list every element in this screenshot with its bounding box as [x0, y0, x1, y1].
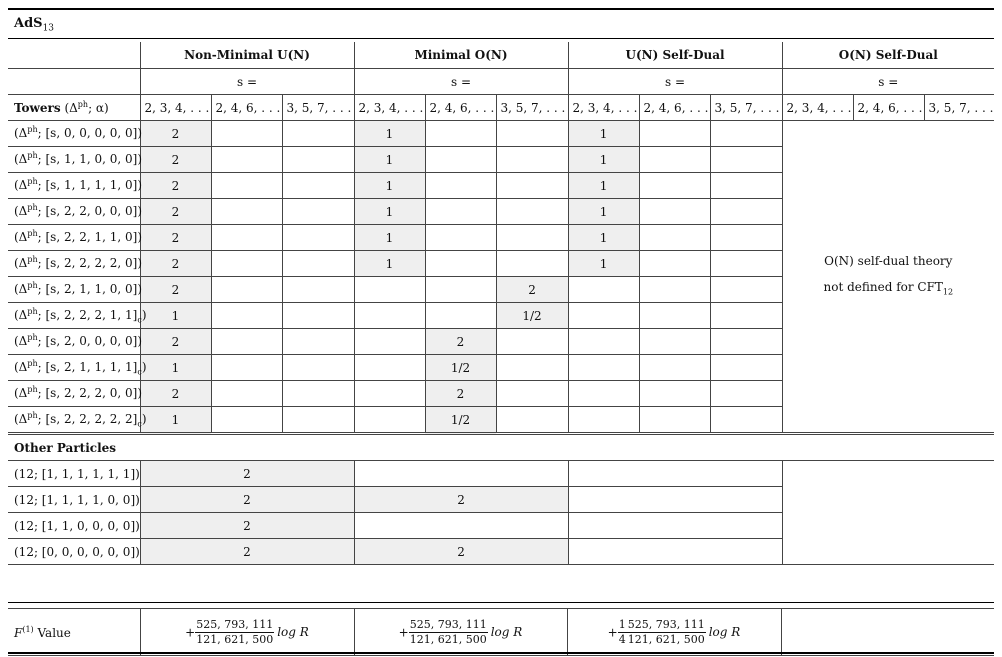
cell-mo-234: [354, 407, 425, 434]
cell-nm-357: [282, 277, 354, 303]
group-minimal-on: Minimal O(N): [354, 42, 568, 69]
tower-label: ($\Delta^{ph}$; [s, 2, 2, 2, 2, $2]_c$): [8, 407, 140, 434]
cell-usd-234: 1: [568, 199, 639, 225]
s-label-usd: s =: [568, 69, 782, 95]
cell-mo-other: [354, 461, 568, 487]
cell-usd-234: [568, 303, 639, 329]
cell-nm-234: 2: [140, 251, 211, 277]
cell-usd-246: [639, 303, 710, 329]
cell-nm-234: 2: [140, 225, 211, 251]
cell-nm-357: [282, 303, 354, 329]
cell-nm-other: 2: [140, 487, 354, 513]
cell-usd-234: 1: [568, 225, 639, 251]
cell-nm-357: [282, 407, 354, 434]
fvalue-usd: + $\frac{1}{4}$ $\frac{525, 793, 111}{121, 621, 500}$ log R: [567, 609, 781, 656]
cell-usd-other: [568, 539, 782, 565]
cell-usd-234: [568, 277, 639, 303]
cell-mo-246: [425, 251, 496, 277]
cell-usd-357: [710, 381, 782, 407]
tower-label: ($\Delta^{ph}$; [s, 0, 0, 0, 0, 0]): [8, 121, 140, 147]
cell-nm-246: [211, 199, 282, 225]
group-on-self-dual: O(N) Self-Dual: [782, 42, 994, 69]
cell-usd-357: [710, 407, 782, 434]
cell-mo-357: [496, 329, 568, 355]
spin-col-g1-c0: 2, 3, 4, . . .: [354, 95, 425, 121]
cell-usd-234: [568, 329, 639, 355]
spin-col-g1-c2: 3, 5, 7, . . .: [496, 95, 568, 121]
cell-mo-234: [354, 355, 425, 381]
s-header-row: [8, 69, 994, 95]
spin-col-g3-c1: 2, 4, 6, . . .: [853, 95, 924, 121]
cell-usd-other: [568, 461, 782, 487]
spin-col-g2-c0: 2, 3, 4, . . .: [568, 95, 639, 121]
cell-nm-246: [211, 277, 282, 303]
cell-nm-234: 2: [140, 381, 211, 407]
cell-usd-357: [710, 329, 782, 355]
spin-col-g2-c2: 3, 5, 7, . . .: [710, 95, 782, 121]
cell-usd-234: [568, 381, 639, 407]
cell-usd-246: [639, 225, 710, 251]
cell-mo-246: [425, 225, 496, 251]
cell-nm-357: [282, 329, 354, 355]
cell-usd-246: [639, 121, 710, 147]
fvalue-osd: [781, 609, 994, 656]
tower-label: ($\Delta^{ph}$; [s, 1, 1, 0, 0, 0]): [8, 147, 140, 173]
cell-nm-other: 2: [140, 513, 354, 539]
cell-nm-other: 2: [140, 461, 354, 487]
cell-mo-357: [496, 251, 568, 277]
table-row: [8, 121, 994, 147]
cell-usd-357: [710, 147, 782, 173]
cell-nm-246: [211, 381, 282, 407]
header-corner: [8, 42, 140, 69]
cell-usd-234: [568, 355, 639, 381]
table-row: [8, 461, 994, 487]
group-non-minimal-un: Non-Minimal U(N): [140, 42, 354, 69]
cell-mo-234: 1: [354, 147, 425, 173]
cell-mo-357: [496, 355, 568, 381]
spin-col-g0-c0: 2, 3, 4, . . .: [140, 95, 211, 121]
cell-mo-234: [354, 381, 425, 407]
cell-mo-234: 1: [354, 225, 425, 251]
cell-nm-234: 2: [140, 199, 211, 225]
cell-usd-246: [639, 251, 710, 277]
spin-col-g0-c2: 3, 5, 7, . . .: [282, 95, 354, 121]
cell-nm-234: 2: [140, 173, 211, 199]
cell-nm-246: [211, 225, 282, 251]
cell-mo-357: [496, 121, 568, 147]
title-rule: [8, 38, 994, 39]
fvalue-top-rule: [8, 602, 994, 603]
spin-col-g0-c1: 2, 4, 6, . . .: [211, 95, 282, 121]
spin-col-g1-c1: 2, 4, 6, . . .: [425, 95, 496, 121]
cell-usd-357: [710, 173, 782, 199]
cell-nm-234: 2: [140, 147, 211, 173]
cell-usd-other: [568, 487, 782, 513]
cell-usd-357: [710, 121, 782, 147]
cell-mo-357: 2: [496, 277, 568, 303]
cell-nm-357: [282, 121, 354, 147]
cell-mo-357: [496, 199, 568, 225]
tower-label: ($\Delta^{ph}$; [s, 2, 1, 1, 1, $1]_c$): [8, 355, 140, 381]
table-title: AdS$_{13}$: [14, 16, 55, 34]
cell-nm-246: [211, 251, 282, 277]
tower-label: ($\Delta^{ph}$; [s, 2, 1, 1, 0, 0]): [8, 277, 140, 303]
cell-mo-246: 1/2: [425, 407, 496, 434]
s-header-corner: [8, 69, 140, 95]
cell-mo-other: [354, 513, 568, 539]
tower-label: ($\Delta^{ph}$; [s, 2, 2, 2, 2, 0]): [8, 251, 140, 277]
cell-usd-234: [568, 407, 639, 434]
tower-label: ($\Delta^{ph}$; [s, 2, 2, 2, 0, 0]): [8, 381, 140, 407]
top-rule: [8, 8, 994, 10]
cell-usd-357: [710, 225, 782, 251]
cell-mo-other: 2: [354, 539, 568, 565]
cell-nm-357: [282, 147, 354, 173]
cell-nm-246: [211, 355, 282, 381]
cell-nm-234: 1: [140, 355, 211, 381]
cell-mo-246: 1/2: [425, 355, 496, 381]
cell-mo-234: [354, 303, 425, 329]
cell-mo-246: 2: [425, 329, 496, 355]
cell-nm-357: [282, 225, 354, 251]
cell-nm-234: 1: [140, 303, 211, 329]
cell-mo-246: [425, 303, 496, 329]
particle-label: (12; [0, 0, 0, 0, 0, 0]): [8, 539, 140, 565]
cell-nm-246: [211, 173, 282, 199]
cell-nm-246: [211, 303, 282, 329]
s-label-mo: s =: [354, 69, 568, 95]
cell-usd-234: 1: [568, 147, 639, 173]
cell-usd-other: [568, 513, 782, 539]
particle-label: (12; [1, 1, 1, 1, 0, 0]): [8, 487, 140, 513]
cell-mo-357: [496, 147, 568, 173]
cell-usd-234: 1: [568, 173, 639, 199]
cell-nm-357: [282, 173, 354, 199]
cell-nm-357: [282, 199, 354, 225]
cell-usd-246: [639, 147, 710, 173]
cell-nm-other: 2: [140, 539, 354, 565]
ads13-table: [8, 42, 994, 565]
fvalue-row: [8, 609, 994, 656]
tower-label: ($\Delta^{ph}$; [s, 2, 2, 1, 1, 0]): [8, 225, 140, 251]
fvalue-nm: + $\frac{525, 793, 111}{121, 621, 500}$ log R: [140, 609, 354, 656]
cell-mo-357: [496, 407, 568, 434]
cell-usd-246: [639, 277, 710, 303]
osd-not-defined-note: O(N) self-dual theory not defined for $CFT_{12}$: [782, 121, 994, 434]
fvalue-table: [8, 608, 994, 656]
cell-usd-246: [639, 173, 710, 199]
cell-mo-other: 2: [354, 487, 568, 513]
group-header-row: [8, 42, 994, 69]
group-un-self-dual: U(N) Self-Dual: [568, 42, 782, 69]
cell-nm-234: 2: [140, 329, 211, 355]
towers-label: Towers ($\Delta^{ph}$; α): [8, 95, 140, 121]
cell-osd-other: [782, 461, 994, 565]
cell-usd-357: [710, 303, 782, 329]
cell-mo-234: 1: [354, 199, 425, 225]
cell-mo-234: [354, 329, 425, 355]
particle-label: (12; [1, 1, 0, 0, 0, 0]): [8, 513, 140, 539]
tower-label: ($\Delta^{ph}$; [s, 2, 0, 0, 0, 0]): [8, 329, 140, 355]
cell-nm-357: [282, 381, 354, 407]
cell-mo-357: [496, 225, 568, 251]
s-label-osd: s =: [782, 69, 994, 95]
cell-usd-357: [710, 277, 782, 303]
cell-mo-234: 1: [354, 121, 425, 147]
cell-usd-246: [639, 407, 710, 434]
fvalue-label: $F^{(1)}$ Value: [8, 609, 140, 656]
cell-usd-357: [710, 355, 782, 381]
fvalue-mo: + $\frac{525, 793, 111}{121, 621, 500}$ log R: [354, 609, 567, 656]
spin-col-g2-c1: 2, 4, 6, . . .: [639, 95, 710, 121]
cell-usd-234: 1: [568, 251, 639, 277]
cell-mo-246: [425, 277, 496, 303]
cell-usd-357: [710, 251, 782, 277]
cell-usd-357: [710, 199, 782, 225]
cell-mo-246: [425, 121, 496, 147]
other-particles-label: Other Particles: [8, 434, 994, 461]
cell-usd-234: 1: [568, 121, 639, 147]
s-label-nm: s =: [140, 69, 354, 95]
cell-mo-246: [425, 199, 496, 225]
bottom-rule: [8, 652, 994, 654]
tower-label: ($\Delta^{ph}$; [s, 2, 2, 2, 1, $1]_c$): [8, 303, 140, 329]
cell-mo-234: 1: [354, 173, 425, 199]
particle-label: (12; [1, 1, 1, 1, 1, 1]): [8, 461, 140, 487]
spin-header-row: [8, 95, 994, 121]
cell-mo-234: [354, 277, 425, 303]
cell-nm-234: 2: [140, 121, 211, 147]
cell-nm-234: 1: [140, 407, 211, 434]
cell-usd-246: [639, 355, 710, 381]
cell-mo-246: [425, 147, 496, 173]
cell-nm-246: [211, 329, 282, 355]
cell-usd-246: [639, 329, 710, 355]
spin-col-g3-c0: 2, 3, 4, . . .: [782, 95, 853, 121]
cell-usd-246: [639, 381, 710, 407]
cell-nm-357: [282, 251, 354, 277]
cell-nm-246: [211, 407, 282, 434]
cell-mo-234: 1: [354, 251, 425, 277]
cell-mo-357: [496, 173, 568, 199]
cell-mo-246: 2: [425, 381, 496, 407]
cell-mo-357: [496, 381, 568, 407]
cell-mo-246: [425, 173, 496, 199]
cell-usd-246: [639, 199, 710, 225]
cell-nm-246: [211, 147, 282, 173]
tower-label: ($\Delta^{ph}$; [s, 1, 1, 1, 1, 0]): [8, 173, 140, 199]
cell-mo-357: 1/2: [496, 303, 568, 329]
cell-nm-357: [282, 355, 354, 381]
cell-nm-246: [211, 121, 282, 147]
cell-nm-234: 2: [140, 277, 211, 303]
other-particles-header-row: [8, 434, 994, 461]
tower-label: ($\Delta^{ph}$; [s, 2, 2, 0, 0, 0]): [8, 199, 140, 225]
spin-col-g3-c2: 3, 5, 7, . . .: [924, 95, 994, 121]
